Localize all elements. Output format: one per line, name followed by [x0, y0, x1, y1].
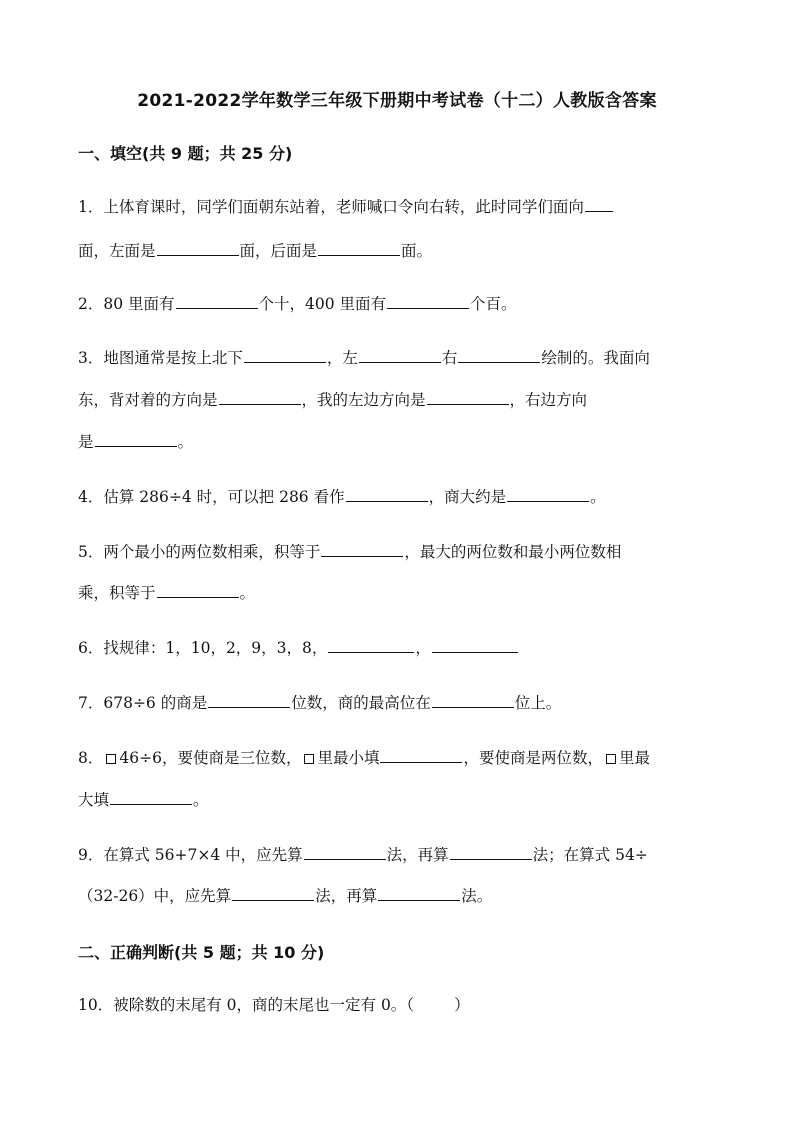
q7-blank-1[interactable] [208, 692, 290, 708]
q4-blank-1[interactable] [346, 486, 428, 502]
q9-text-c: 法；在算式 54÷ [532, 846, 648, 864]
empty-square-icon [304, 754, 314, 764]
q2-text-b: 个十，400 里面有 [258, 295, 387, 313]
q9-text-a: 9．在算式 56+7×4 中，应先算 [78, 846, 303, 864]
q3-text-d: 绘制的。我面向 [541, 349, 650, 367]
q7-blank-2[interactable] [432, 692, 514, 708]
q4-text-a: 4．估算 286÷4 时，可以把 286 看作 [78, 488, 345, 506]
q1-text-c: 面，后面是 [239, 242, 318, 260]
q2-text-c: 个百。 [470, 295, 517, 313]
q9-text-f: 法。 [461, 887, 493, 905]
question-2 [78, 293, 517, 315]
q3-text-b: ，左 [326, 349, 358, 367]
q1-blank-2[interactable] [157, 240, 239, 256]
empty-square-icon [606, 754, 616, 764]
q3-blank-6[interactable] [95, 431, 177, 447]
q1-text-d: 面。 [401, 242, 433, 260]
q3-text-e: 东，背对着的方向是 [78, 391, 218, 409]
q7-text-c: 位上。 [514, 694, 562, 712]
q9-text-d: （32-26）中，应先算 [78, 887, 232, 905]
q5-text-c: 乘，积等于 [78, 584, 156, 602]
question-3-line-1 [78, 347, 650, 369]
q7-text-b: 位数，商的最高位在 [291, 694, 431, 712]
q3-text-g: ，右边方向 [509, 391, 588, 409]
question-5-line-2 [78, 582, 255, 604]
q6-text-b: ， [415, 639, 431, 657]
q9-text-e: 法，再算 [315, 887, 378, 905]
question-5-line-1 [78, 541, 621, 563]
q1-blank-1[interactable] [585, 196, 613, 212]
q1-text-b: 面，左面是 [78, 242, 156, 260]
question-9-line-1 [78, 844, 648, 866]
q10-text-a: 10．被除数的末尾有 0，商的末尾也一定有 0。（ [78, 996, 415, 1014]
q1-blank-3[interactable] [318, 240, 400, 256]
q5-text-a: 5．两个最小的两位数相乘，积等于 [78, 543, 321, 561]
q9-blank-1[interactable] [304, 844, 386, 860]
q2-text-a: 2．80 里面有 [78, 295, 175, 313]
section-1-heading: 一、填空(共 9 题；共 25 分) [78, 144, 293, 163]
question-10 [78, 994, 470, 1016]
question-6 [78, 637, 519, 659]
q3-text-a: 3．地图通常是按上北下 [78, 349, 243, 367]
q1-text-a: 1．上体育课时，同学们面朝东站着，老师喊口令向右转，此时同学们面向 [78, 198, 584, 216]
q8-text-c: 里最小填 [317, 749, 380, 767]
section-2-heading: 二、正确判断(共 5 题；共 10 分) [78, 943, 325, 962]
q4-text-b: ，商大约是 [428, 488, 507, 506]
question-4 [78, 486, 606, 508]
q10-text-b: ） [454, 996, 470, 1014]
q4-text-c: 。 [590, 488, 606, 506]
question-9-line-2 [78, 885, 492, 907]
q8-text-g: 。 [193, 791, 209, 809]
q9-blank-3[interactable] [232, 885, 314, 901]
question-3-line-2 [78, 389, 587, 411]
q9-blank-4[interactable] [378, 885, 460, 901]
q2-blank-1[interactable] [176, 293, 258, 309]
question-3-line-3 [78, 431, 193, 453]
question-1-line-1 [78, 196, 614, 218]
q6-text-a: 6．找规律：1，10，2，9，3，8， [78, 639, 328, 657]
exam-title: 2021-2022学年数学三年级下册期中考试卷（十二）人教版含答案 [137, 91, 657, 111]
q8-blank-1[interactable] [380, 747, 462, 763]
q9-blank-2[interactable] [450, 844, 532, 860]
q8-text-e: 里最 [618, 749, 650, 767]
q3-text-f: ，我的左边方向是 [301, 391, 426, 409]
q8-text-f: 大填 [78, 791, 110, 809]
q8-blank-2[interactable] [110, 789, 192, 805]
question-1-line-2 [78, 240, 432, 262]
q4-blank-2[interactable] [507, 486, 589, 502]
q3-text-c: 右 [441, 349, 458, 367]
q8-text-a: 8． [78, 749, 104, 767]
q3-blank-4[interactable] [219, 389, 301, 405]
q6-blank-1[interactable] [328, 637, 414, 653]
q6-blank-2[interactable] [432, 637, 518, 653]
q3-blank-2[interactable] [359, 347, 441, 363]
question-8-line-2 [78, 789, 209, 811]
q5-blank-2[interactable] [157, 582, 239, 598]
q5-blank-1[interactable] [321, 541, 403, 557]
question-8-line-1 [78, 747, 650, 769]
q2-blank-2[interactable] [387, 293, 469, 309]
q5-text-d: 。 [239, 584, 256, 602]
q8-text-b: 46÷6，要使商是三位数， [119, 749, 302, 767]
question-7 [78, 692, 561, 714]
empty-square-icon [106, 754, 116, 764]
q8-text-d: ，要使商是两位数， [463, 749, 603, 767]
q3-blank-1[interactable] [244, 347, 326, 363]
q3-text-i: 。 [177, 433, 194, 451]
q5-text-b: ，最大的两位数和最小两位数相 [404, 543, 622, 561]
q3-blank-5[interactable] [427, 389, 509, 405]
q7-text-a: 7．678÷6 的商是 [78, 694, 208, 712]
q3-text-h: 是 [78, 433, 94, 451]
q3-blank-3[interactable] [458, 347, 540, 363]
q9-text-b: 法，再算 [386, 846, 449, 864]
